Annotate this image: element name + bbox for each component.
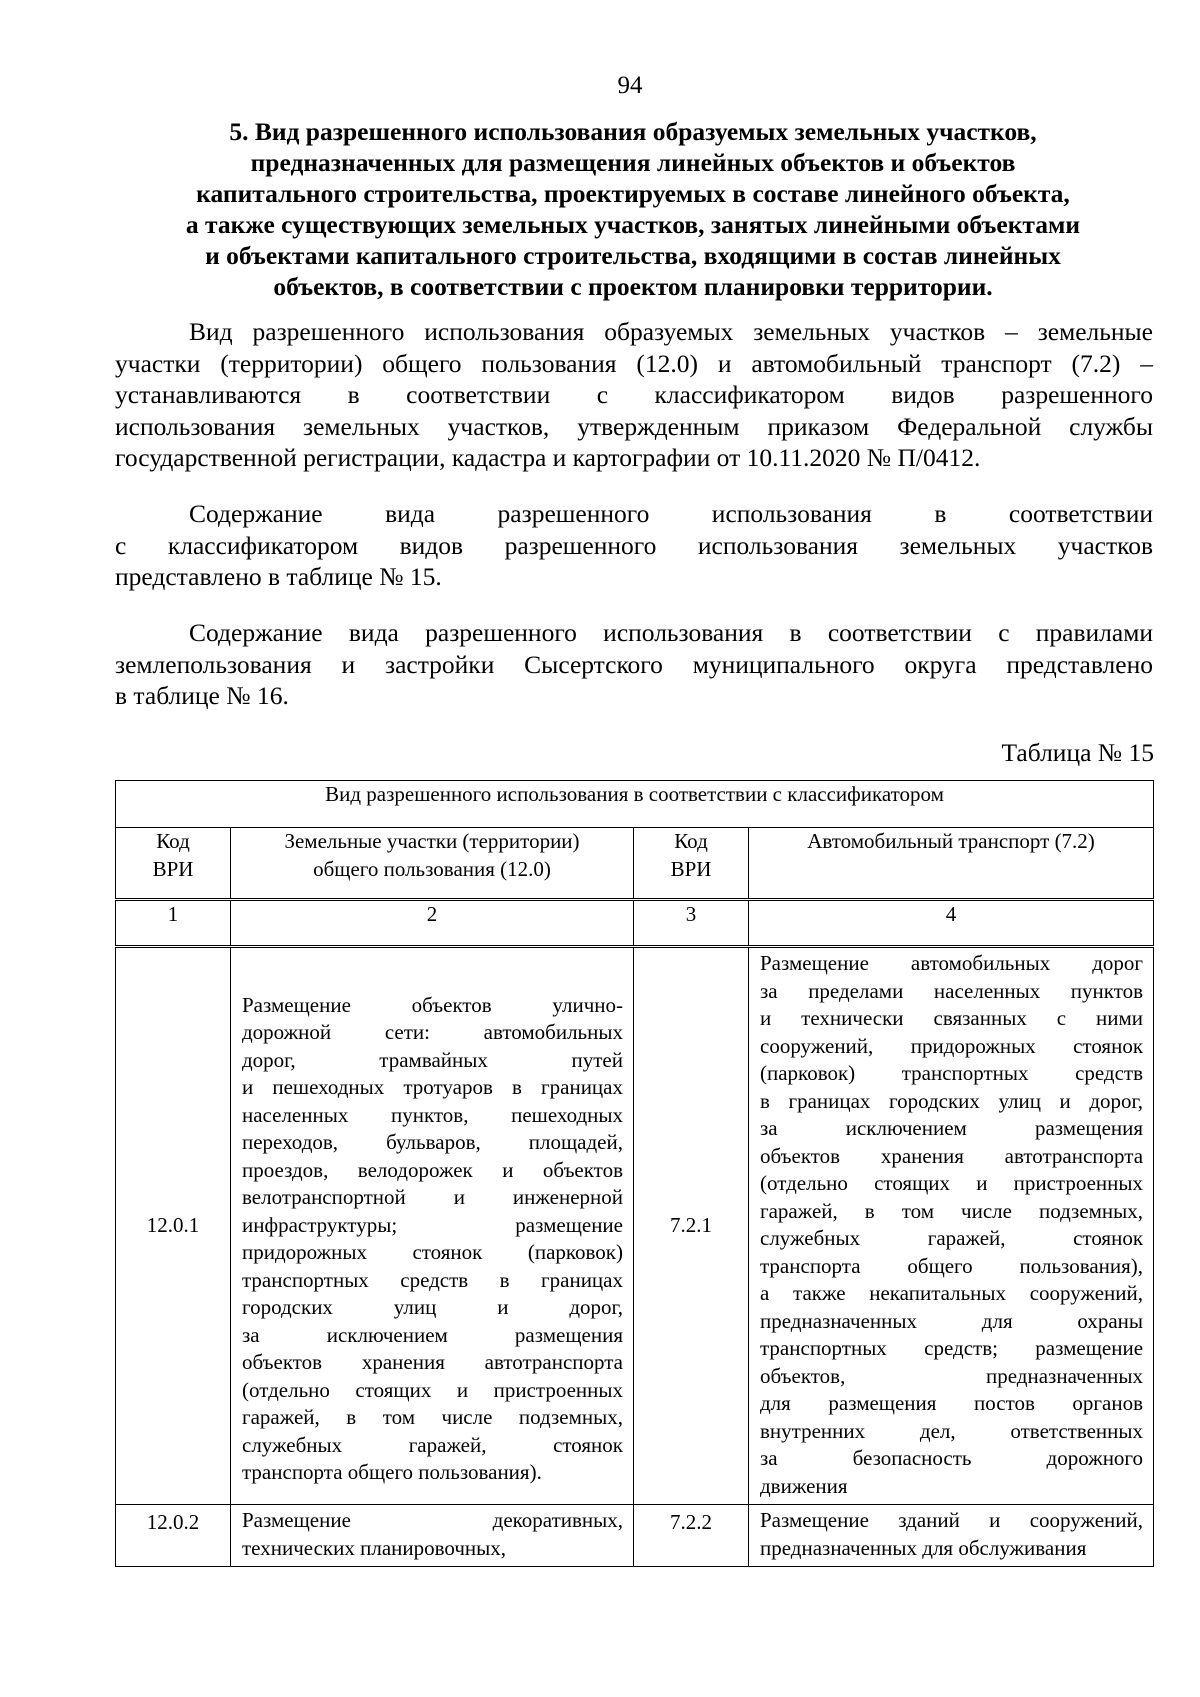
cell-line: (парковок) транспортных средств: [760, 1061, 1144, 1085]
heading-line: и объектами капитального строительства, входящими в состав линейных: [205, 241, 1061, 270]
cell-line: гаражей, в том числе подземных,: [242, 1405, 623, 1429]
cell-line: городских улиц и дорог,: [242, 1295, 623, 1319]
cell-line: Размещение автомобильных дорог: [760, 951, 1144, 975]
cell-line: за исключением размещения: [242, 1322, 623, 1347]
cell-line: движения: [760, 1473, 848, 1498]
cell-line: сооружений, придорожных стоянок: [760, 1033, 1144, 1058]
cell-line: транспортных средств в границах: [242, 1267, 623, 1292]
table-row: [116, 947, 1154, 1505]
table-span-header: Вид разрешенного использования в соответствии с классификатором: [116, 781, 1154, 828]
cell-line: (отдельно стоящих и пристроенных: [760, 1171, 1144, 1195]
cell-line: объектов хранения автотранспорта: [242, 1350, 623, 1374]
heading-line: предназначенных для размещения линейных объектов и объектов: [250, 148, 1016, 177]
table-caption: Таблица № 15: [1001, 738, 1154, 767]
column-number: 4: [749, 900, 1154, 947]
cell-line: велотранспортной и инженерной: [242, 1185, 623, 1209]
vri-table: [115, 780, 1154, 1567]
paragraph-line: в таблице № 16.: [115, 681, 289, 710]
row-code-1: 12.0.2: [116, 1505, 231, 1567]
row-code-2: 7.2.2: [634, 1505, 749, 1567]
cell-line: предназначенных для охраны: [760, 1308, 1144, 1333]
cell-line: транспортных средств; размещение: [760, 1336, 1144, 1360]
header-name-1: Земельные участки (территории) общего пользования (12.0): [231, 828, 634, 900]
paragraph-line: устанавливаются в соответствии с классификатором видов разрешенного: [115, 380, 1153, 409]
cell-line: служебных гаражей, стоянок: [760, 1226, 1144, 1250]
paragraph-line: землепользования и застройки Сысертского муниципального округа представлено: [115, 649, 1153, 679]
cell-line: объектов, предназначенных: [760, 1363, 1144, 1388]
row-text-1: [231, 1505, 634, 1567]
cell-line: придорожных стоянок (парковок): [242, 1240, 623, 1264]
header-name-2: Автомобильный транспорт (7.2): [749, 828, 1154, 900]
cell-line: внутренних дел, ответственных: [760, 1418, 1144, 1443]
paragraph-line: участки (территории) общего пользования (12.0) и автомобильный транспорт (7.2) –: [115, 348, 1153, 378]
row-code-2: 7.2.1: [634, 947, 749, 1505]
cell-line: технических планировочных,: [242, 1535, 507, 1560]
cell-line: проездов, велодорожек и объектов: [242, 1157, 623, 1182]
cell-line: переходов, бульваров, площадей,: [242, 1130, 623, 1154]
cell-line: и технически связанных с ними: [760, 1006, 1144, 1030]
page-number: 94: [617, 72, 643, 99]
row-code-1: 12.0.1: [116, 947, 231, 1505]
paragraph-line: представлено в таблице № 15.: [115, 562, 442, 591]
header-code-2: Код ВРИ: [634, 828, 749, 900]
cell-line: Размещение декоративных,: [242, 1508, 623, 1532]
cell-line: гаражей, в том числе подземных,: [760, 1198, 1144, 1223]
heading-line: капитального строительства, проектируемых в составе линейного объекта,: [196, 179, 1070, 208]
cell-line: предназначенных для обслуживания: [760, 1535, 1087, 1560]
column-number: 2: [231, 900, 634, 947]
cell-line: (отдельно стоящих и пристроенных: [242, 1377, 623, 1402]
row-text-2: [749, 1505, 1154, 1567]
heading-line: объектов, в соответствии с проектом планировки территории.: [273, 272, 993, 301]
paragraph-line: Содержание вида разрешенного использования в соответствии с правилами: [189, 618, 1153, 647]
cell-line: Размещение объектов улично-: [242, 992, 623, 1017]
cell-line: инфраструктуры; размещение: [242, 1212, 623, 1237]
header-code-1: Код ВРИ: [116, 828, 231, 900]
paragraph-line: Вид разрешенного использования образуемых земельных участков – земельные: [189, 317, 1153, 346]
paragraph-2: [115, 498, 1153, 593]
cell-line: объектов хранения автотранспорта: [760, 1143, 1144, 1168]
cell-line: транспорта общего пользования),: [760, 1253, 1144, 1278]
paragraph-line: государственной регистрации, кадастра и картографии от 10.11.2020 № П/0412.: [115, 443, 981, 472]
cell-line: Размещение зданий и сооружений,: [760, 1508, 1144, 1532]
section-heading: [112, 116, 1154, 302]
cell-line: в границах городских улиц и дорог,: [760, 1088, 1144, 1113]
heading-line: а также существующих земельных участков, занятых линейными объектами: [185, 210, 1081, 239]
cell-line: населенных пунктов, пешеходных: [242, 1102, 623, 1127]
paragraph-line: Содержание вида разрешенного использования в соответствии: [189, 499, 1153, 528]
table-row: [116, 1505, 1154, 1567]
paragraph-line: с классификатором видов разрешенного использования земельных участков: [115, 530, 1153, 560]
row-text-2: [749, 947, 1154, 1505]
cell-line: дорожной сети: автомобильных: [242, 1020, 623, 1044]
paragraph-1: [115, 316, 1153, 474]
cell-line: а также некапитальных сооружений,: [760, 1281, 1144, 1305]
cell-line: за исключением размещения: [760, 1116, 1144, 1140]
cell-line: служебных гаражей, стоянок: [242, 1432, 623, 1457]
row-text-1: [231, 947, 634, 1505]
column-number: 1: [116, 900, 231, 947]
cell-line: и пешеходных тротуаров в границах: [242, 1075, 623, 1099]
cell-line: транспорта общего пользования).: [242, 1460, 542, 1484]
cell-line: дорог, трамвайных путей: [242, 1047, 623, 1072]
column-number: 3: [634, 900, 749, 947]
heading-line: 5. Вид разрешенного использования образуемых земельных участков,: [229, 117, 1037, 146]
cell-line: для размещения постов органов: [760, 1391, 1144, 1415]
paragraph-3: [115, 617, 1153, 712]
cell-line: за безопасность дорожного: [760, 1446, 1144, 1470]
cell-line: за пределами населенных пунктов: [760, 978, 1144, 1003]
paragraph-line: использования земельных участков, утвержденным приказом Федеральной службы: [115, 411, 1153, 441]
